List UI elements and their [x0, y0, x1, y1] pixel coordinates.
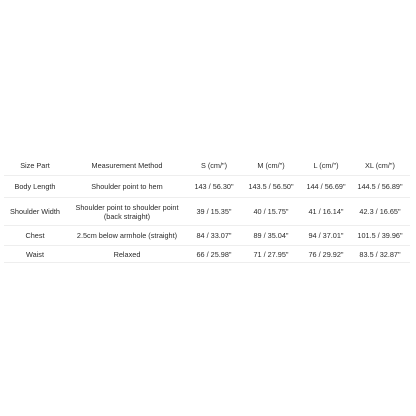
- row-value-s: 143 / 56.30": [188, 176, 240, 198]
- row-measurement-method: Shoulder point to shoulder point (back straight): [66, 198, 188, 226]
- row-value-xl: 101.5 / 39.96": [350, 226, 410, 246]
- header-size-m: M (cm/"): [240, 155, 302, 176]
- table-row: [4, 246, 410, 263]
- row-size-part: Shoulder Width: [4, 198, 66, 226]
- header-size-part: Size Part: [4, 155, 66, 176]
- row-size-part: Waist: [4, 246, 66, 263]
- row-measurement-method: Shoulder point to hem: [66, 176, 188, 198]
- row-size-part: Chest: [4, 226, 66, 246]
- row-value-s: 39 / 15.35": [188, 198, 240, 226]
- table-row: [4, 198, 410, 226]
- row-measurement-method: Relaxed: [66, 246, 188, 263]
- row-value-m: 40 / 15.75": [240, 198, 302, 226]
- header-size-l: L (cm/"): [302, 155, 350, 176]
- row-value-xl: 42.3 / 16.65": [350, 198, 410, 226]
- row-value-m: 143.5 / 56.50": [240, 176, 302, 198]
- header-size-xl: XL (cm/"): [350, 155, 410, 176]
- row-value-m: 89 / 35.04": [240, 226, 302, 246]
- row-size-part: Body Length: [4, 176, 66, 198]
- row-value-l: 41 / 16.14": [302, 198, 350, 226]
- row-value-xl: 83.5 / 32.87": [350, 246, 410, 263]
- row-value-l: 144 / 56.69": [302, 176, 350, 198]
- table-row: [4, 226, 410, 246]
- row-value-s: 66 / 25.98": [188, 246, 240, 263]
- row-value-s: 84 / 33.07": [188, 226, 240, 246]
- size-chart-table: [4, 155, 410, 263]
- row-measurement-method: 2.5cm below armhole (straight): [66, 226, 188, 246]
- header-measurement-method: Measurement Method: [66, 155, 188, 176]
- table-header-row: [4, 155, 410, 176]
- row-value-m: 71 / 27.95": [240, 246, 302, 263]
- row-value-l: 94 / 37.01": [302, 226, 350, 246]
- table-row: [4, 176, 410, 198]
- header-size-s: S (cm/"): [188, 155, 240, 176]
- row-value-l: 76 / 29.92": [302, 246, 350, 263]
- row-value-xl: 144.5 / 56.89": [350, 176, 410, 198]
